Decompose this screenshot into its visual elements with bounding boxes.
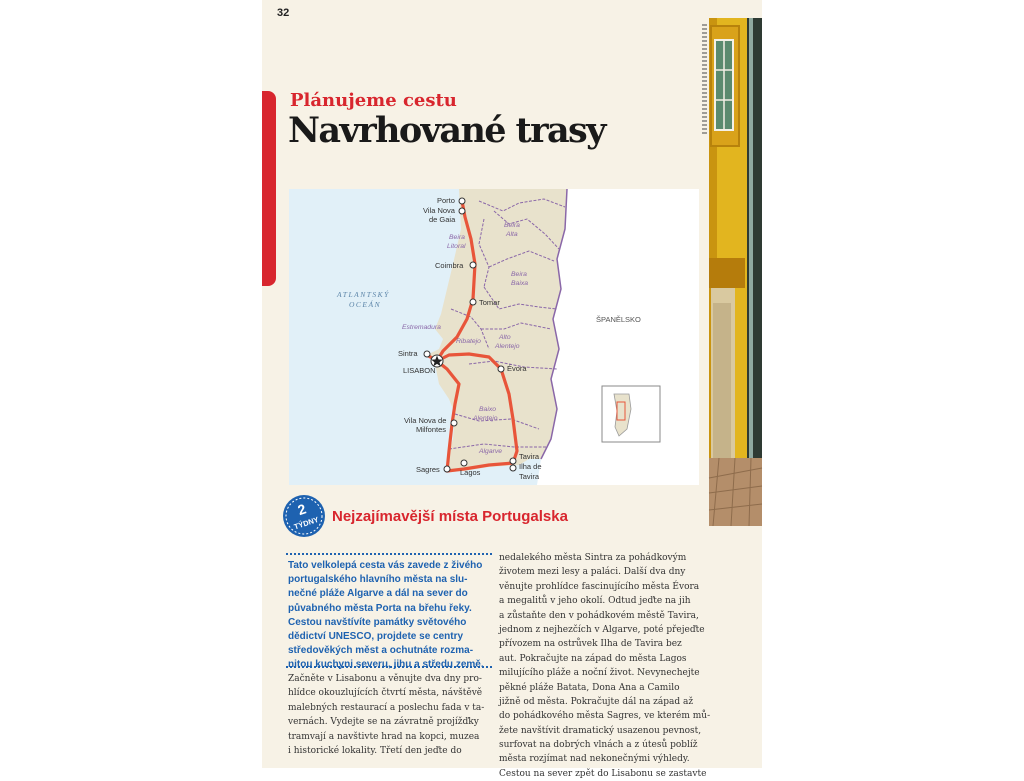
badge-number: 2: [295, 500, 309, 519]
place-ilha-1: Ilha de: [519, 462, 542, 471]
body-left-line: i historické lokality. Třetí den jeďte do: [288, 745, 462, 756]
body-right-line: jednom z nejhezčích v Algarve, poté přejeďte: [499, 624, 705, 635]
place-porto: Porto: [437, 196, 455, 205]
body-right-line: jižně od města. Pokračujte dál na západ až: [499, 696, 694, 707]
page-title: Navrhované trasy: [288, 110, 605, 151]
region-alto-alentejo-2: Alentejo: [495, 343, 520, 350]
place-sintra: Sintra: [398, 349, 418, 358]
body-right-line: žete navštívit dramatický usazenou pevnost,: [499, 725, 702, 736]
region-beira-litoral-1: Beira: [449, 234, 465, 241]
body-right-line: do pohádkového města Sagres, ve kterém mů-: [499, 711, 711, 722]
body-right-line: surfovat na dobrých vlnách a z útesů poblíž: [499, 740, 698, 751]
region-alto-alentejo-1: Alto: [499, 334, 511, 341]
body-left-line: tramvají a navštivte hrad na kopci, muzea: [288, 731, 480, 742]
page-number: 32: [277, 7, 290, 19]
place-sagres: Sagres: [416, 465, 440, 474]
ocean-label-2: OCEÁN: [349, 300, 382, 309]
region-beira-baixa-2: Baixa: [511, 280, 529, 287]
body-left-line: Začněte v Lisabonu a věnujte dva dny pro-: [288, 674, 482, 684]
body-right-line: milujícího pláže a noční život. Nevynechejte: [499, 668, 700, 679]
place-coimbra: Coimbra: [435, 261, 464, 270]
region-beira-alta-1: Beira: [504, 222, 520, 229]
body-right-line: a megalitů v jeho okolí. Odtud jeďte na jih: [499, 596, 691, 607]
chapter-kicker: Plánujeme cestu: [290, 90, 457, 111]
badge-unit: TÝDNY: [292, 514, 320, 532]
route-map: [289, 189, 699, 485]
body-left-line: malebných restaurací a poslechu fada v ta-: [288, 702, 485, 713]
intro-paragraph: Tato velkolepá cesta vás zavede z živého portugalského hlavního města na slu- nečné pláže Algarve a dál na sever do půvabného města Porta na břehu řeky. Cestou navštívíte památky světového dědictví UNESCO, projdete se centry středověkých měst a ochutnáte rozma- nitou kuchyni severu, jihu a středu země.: [288, 560, 484, 671]
intro-top-rule: [286, 553, 492, 555]
place-ilha-2: Tavira: [519, 472, 540, 481]
body-left-line: vernách. Vydejte se na závratně projížďky: [288, 717, 479, 728]
place-lagos: Lagos: [460, 468, 481, 477]
body-right-line: města rozjímat nad nekonečnými výhledy.: [499, 754, 690, 765]
intro-bottom-rule: [286, 666, 492, 668]
body-left-line: hlídce okouzlujících čtvrtí města, návštěvě: [288, 688, 483, 699]
body-right-line: nedalekého města Sintra za pohádkovým: [499, 553, 687, 563]
place-tomar: Tomar: [479, 298, 500, 307]
body-right-line: přívozem na ostrůvek Ilha de Tavira bez: [499, 639, 682, 650]
chapter-tab-bar: [262, 91, 276, 286]
duration-badge: [282, 494, 326, 538]
region-algarve: Algarve: [479, 448, 503, 455]
spain-label: ŠPANĚLSKO: [596, 315, 641, 324]
region-estremadura: Estremadura: [402, 324, 441, 331]
region-ribatejo: Ribatejo: [456, 338, 481, 345]
body-column-left: [288, 672, 484, 758]
body-right-line: Cestou na sever zpět do Lisabonu se zastavte: [499, 768, 707, 779]
section-heading: Nejzajímavější místa Portugalska: [332, 508, 568, 525]
body-right-line: a zůstaňte den v pohádkovém městě Tavira,: [499, 610, 699, 621]
body-column-right: [499, 551, 710, 781]
region-baixo-alentejo-1: Baixo: [479, 406, 497, 413]
place-gaia-1: Vila Nova: [423, 206, 455, 215]
place-gaia-2: de Gaia: [429, 215, 456, 224]
ocean-label-1: ATLANTSKÝ: [337, 290, 390, 299]
place-milfontes-1: Vila Nova de: [404, 416, 447, 425]
street-photo: [709, 18, 762, 526]
place-milfontes-2: Milfontes: [416, 425, 447, 434]
region-baixo-alentejo-2: Alentejo: [473, 415, 498, 422]
body-right-line: pěkné pláže Batata, Dona Ana a Camilo: [499, 682, 680, 693]
region-beira-alta-2: Alta: [506, 231, 518, 238]
place-tavira: Tavira: [519, 452, 540, 461]
region-beira-litoral-2: Litoral: [447, 243, 466, 250]
body-right-line: životem mezi lesy a paláci. Další dva dny: [499, 567, 686, 578]
place-evora: Évora: [507, 364, 527, 373]
body-right-line: věnujte prohlídce fascinujícího města Évora: [499, 581, 700, 592]
body-right-line: aut. Pokračujte na západ do města Lagos: [499, 653, 687, 664]
photo-credit-strip: [702, 24, 707, 134]
guidebook-page: [262, 0, 762, 779]
place-lisbon: LISABON: [403, 366, 436, 375]
region-beira-baixa-1: Beira: [511, 271, 527, 278]
